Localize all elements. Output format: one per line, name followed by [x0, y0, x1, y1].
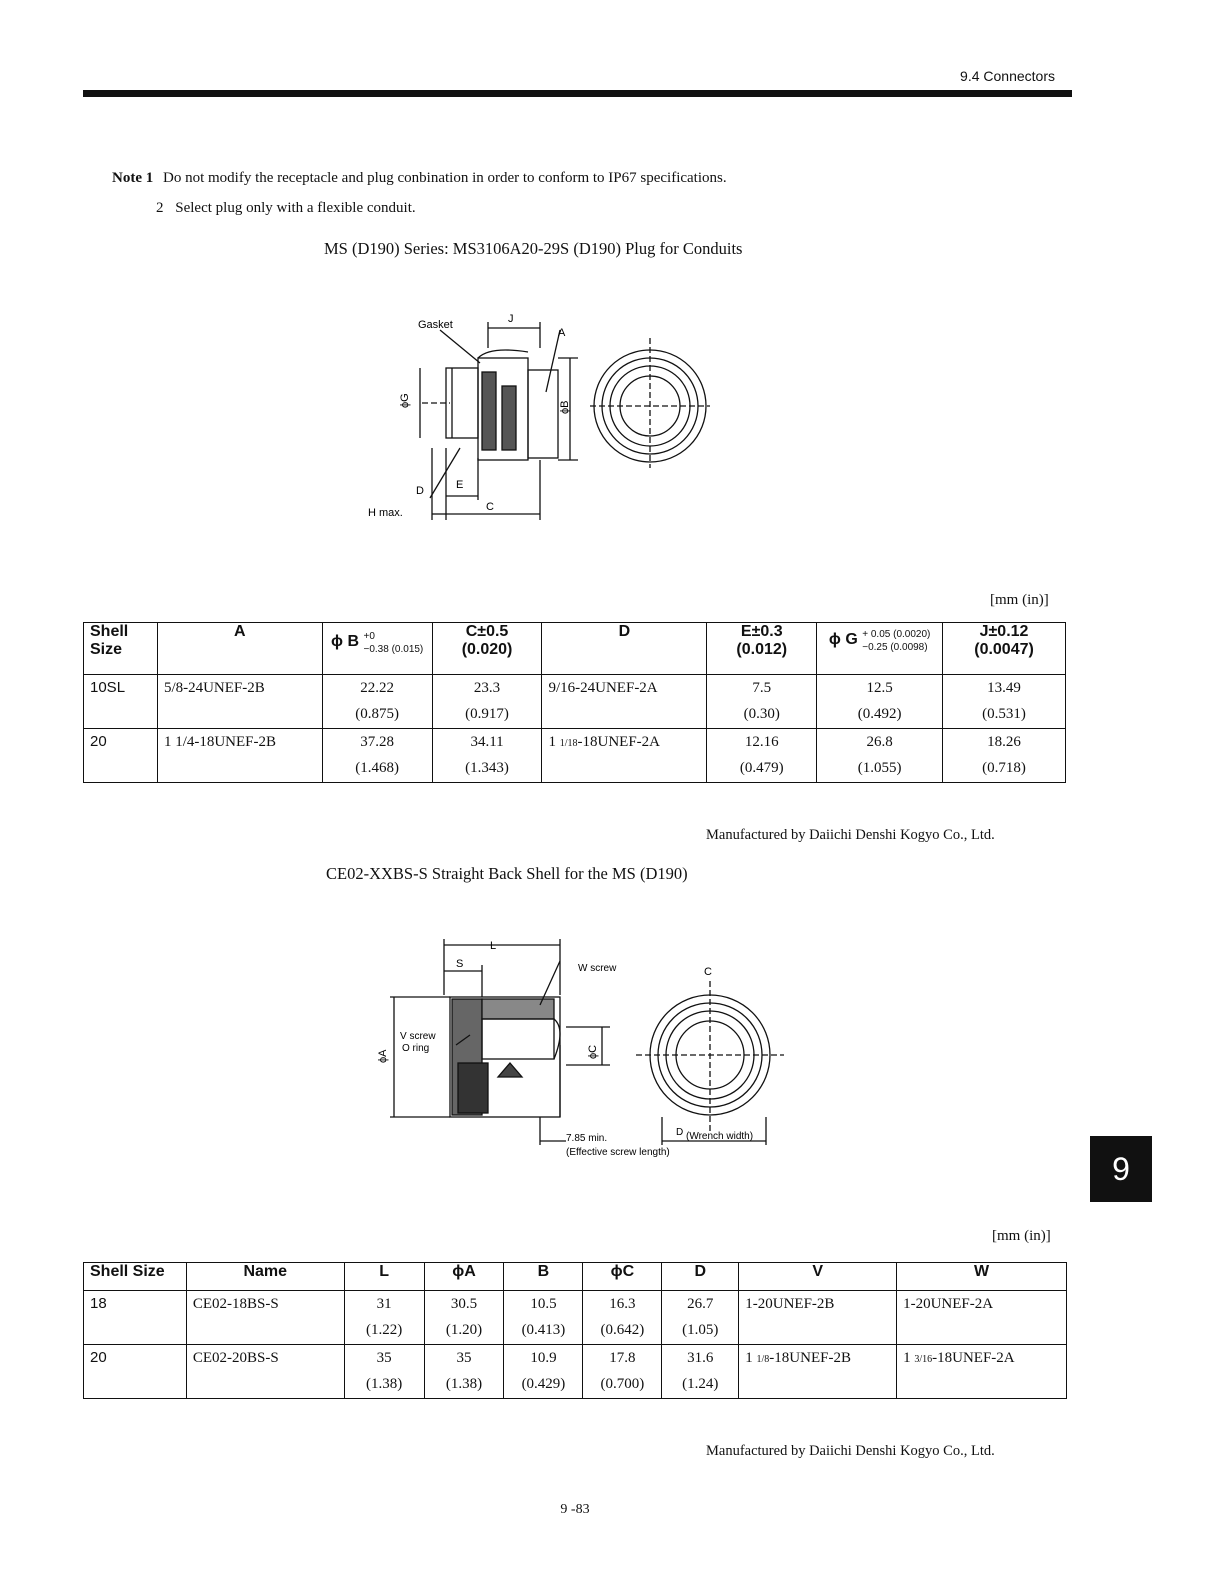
- header-w: W: [897, 1263, 1067, 1291]
- plug-unit-label: [mm (in)]: [990, 592, 1049, 608]
- backshell-diagram: [370, 935, 790, 1167]
- header-name: Name: [186, 1263, 344, 1291]
- o-ring-label: O ring: [402, 1043, 430, 1054]
- header-b: ϕ B +0 −0.38 (0.015): [322, 623, 432, 675]
- plug-diagram: [360, 308, 740, 528]
- backshell-unit-label: [mm (in)]: [992, 1228, 1051, 1244]
- gasket-label: Gasket: [418, 319, 453, 331]
- dim-a-label: ϕA: [377, 1049, 389, 1063]
- w-screw-label: W screw: [578, 963, 617, 974]
- dim-d-label: D: [416, 485, 424, 497]
- note-1: [112, 170, 727, 187]
- backshell-table-header-row: [84, 1263, 1067, 1291]
- backshell-dimension-table: [83, 1262, 1067, 1399]
- dim-hmax-label: H max.: [368, 507, 403, 519]
- header-shell-size: Shell Size: [84, 1263, 187, 1291]
- page-number: 9 -83: [560, 1502, 590, 1517]
- plug-caption: MS (D190) Series: MS3106A20-29S (D190) Plug for Conduits: [324, 239, 743, 258]
- v-screw-label: V screw: [400, 1031, 436, 1042]
- section-header: 9.4 Connectors: [960, 68, 1055, 84]
- note-1-text: Do not modify the receptacle and plug conbination in order to conform to IP67 specifications.: [163, 170, 727, 186]
- dim-c-label: C: [486, 501, 494, 513]
- header-shell-size: Shell Size: [84, 623, 158, 675]
- centerline-label: C: [704, 966, 712, 978]
- header-rule: [83, 90, 1072, 97]
- header-v: V: [739, 1263, 897, 1291]
- dim-g-label: ϕG: [399, 393, 411, 408]
- header-a: ϕA: [424, 1263, 504, 1291]
- header-d: D: [542, 623, 707, 675]
- min-length-label: 7.85 min.: [566, 1133, 608, 1144]
- effective-length-label: (Effective screw length): [566, 1147, 670, 1158]
- header-c: C±0.5 (0.020): [432, 623, 542, 675]
- dim-l-label: L: [490, 940, 497, 952]
- dim-e-label: E: [456, 479, 464, 491]
- table-row: 10SL 5/8-24UNEF-2B 22.22 (0.875) 23.3 (0.917) 9/16-24UNEF-2A 7.5 (0.30) 12.5 (0.492) 13.49 (0.531): [84, 675, 1066, 729]
- dim-b-label: ϕB: [559, 400, 571, 414]
- dim-c-label: ϕC: [587, 1044, 599, 1059]
- table-row: 18 CE02-18BS-S 31 (1.22) 30.5 (1.20) 10.5 (0.413) 16.3 (0.642) 26.7 (1.05) 1-20UNEF-2B 1-20UNEF-2A: [84, 1291, 1067, 1345]
- dim-j-label: J: [508, 313, 514, 325]
- dim-d-label: D: [676, 1127, 684, 1138]
- note-label: Note 1: [112, 170, 154, 186]
- dim-a-label: A: [558, 327, 566, 339]
- header-c: ϕC: [583, 1263, 662, 1291]
- header-b: B: [504, 1263, 583, 1291]
- table-row: 20 CE02-20BS-S 35 (1.38) 35 (1.38) 10.9 (0.429) 17.8 (0.700) 31.6 (1.24) 1 1/8-18UNEF-2B 1 3/16-18UNEF-2A: [84, 1345, 1067, 1399]
- dim-s-label: S: [456, 958, 464, 970]
- header-d: D: [662, 1263, 739, 1291]
- note-2: [156, 200, 416, 217]
- plug-table-header-row: [84, 623, 1066, 675]
- table-row: 20 1 1/4-18UNEF-2B 37.28 (1.468) 34.11 (1.343) 1 1/18-18UNEF-2A 12.16 (0.479) 26.8 (1.055) 18.26 (0.718): [84, 729, 1066, 783]
- note-2-text: Select plug only with a flexible conduit.: [175, 200, 416, 216]
- note-2-number: 2: [156, 200, 164, 216]
- header-j: J±0.12 (0.0047): [943, 623, 1066, 675]
- header-e: E±0.3 (0.012): [707, 623, 817, 675]
- header-a: A: [157, 623, 322, 675]
- plug-dimension-table: [83, 622, 1066, 783]
- plug-manufacturer: Manufactured by Daiichi Denshi Kogyo Co., Ltd.: [706, 827, 995, 843]
- header-g: ϕ G + 0.05 (0.0020) −0.25 (0.0098): [817, 623, 943, 675]
- chapter-tab: 9: [1090, 1136, 1152, 1202]
- backshell-manufacturer: Manufactured by Daiichi Denshi Kogyo Co., Ltd.: [706, 1443, 995, 1459]
- backshell-caption: CE02-XXBS-S Straight Back Shell for the MS (D190): [326, 864, 688, 883]
- wrench-width-label: (Wrench width): [686, 1131, 754, 1142]
- header-l: L: [344, 1263, 424, 1291]
